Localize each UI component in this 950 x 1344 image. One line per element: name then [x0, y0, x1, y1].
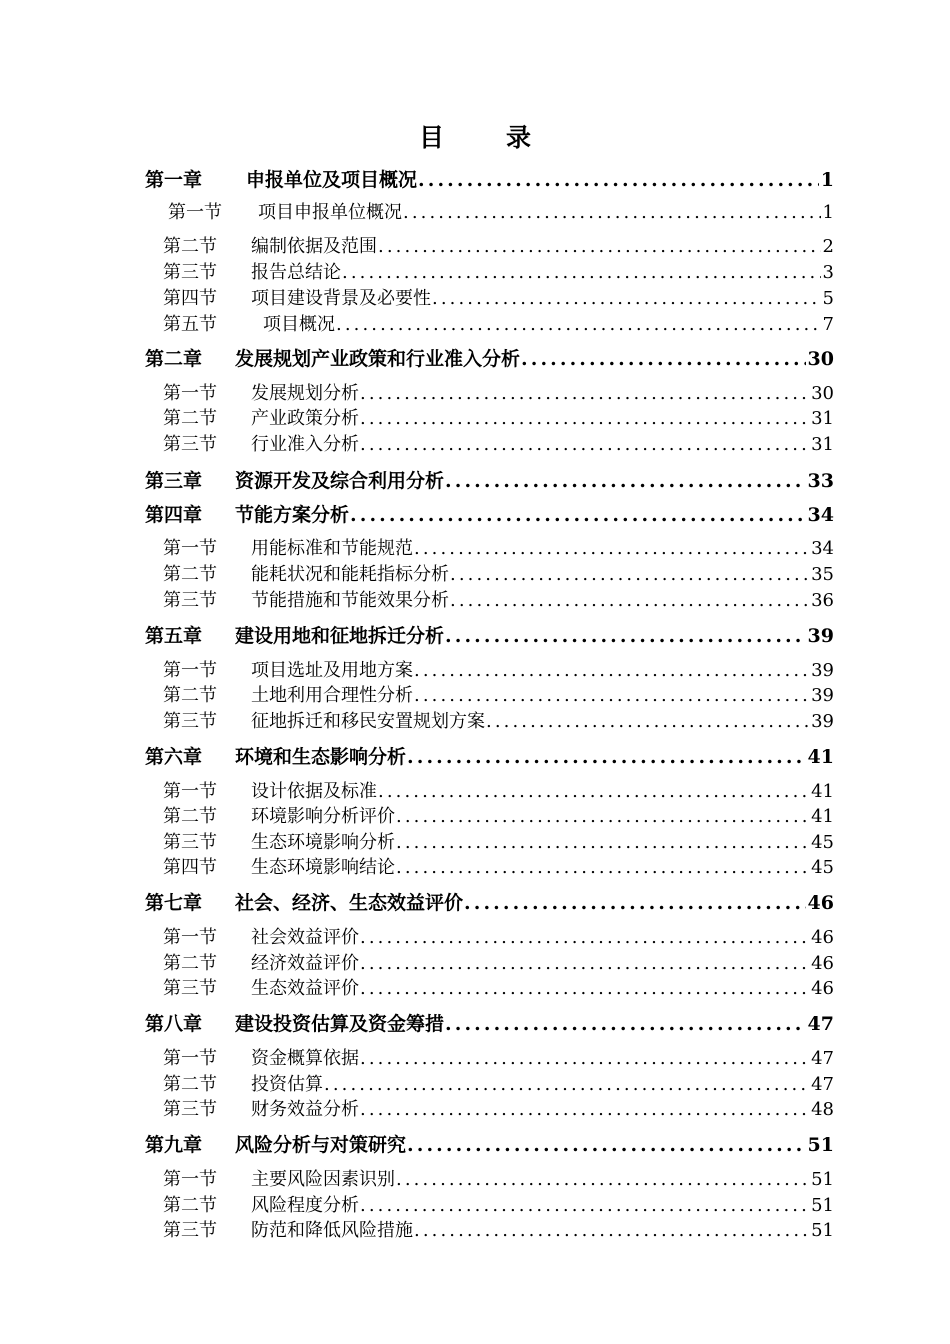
- toc-dot-leader: [360, 1195, 809, 1216]
- toc-page-number: 34: [807, 504, 834, 526]
- toc-page-number: 39: [811, 685, 834, 706]
- toc-entry-title: 环境和生态影响分析: [235, 746, 407, 768]
- toc-entry-number: 第一节: [168, 202, 222, 223]
- toc-page-number: 31: [811, 434, 834, 455]
- toc-dot-leader: [407, 1134, 806, 1156]
- toc-entry-title: 申报单位及项目概况: [246, 169, 418, 191]
- toc-page-number: 45: [811, 857, 834, 878]
- toc-dot-leader: [486, 711, 809, 732]
- toc-entry-number: 第三节: [163, 262, 217, 283]
- toc-dot-leader: [360, 383, 809, 404]
- toc-entry-title: 能耗状况和能耗指标分析: [251, 564, 449, 585]
- toc-entry-number: 第九章: [145, 1134, 203, 1156]
- toc-entry-number: 第一节: [163, 781, 217, 802]
- toc-title-right: 录: [506, 123, 532, 152]
- toc-entry-number: 第二章: [145, 348, 203, 370]
- toc-dot-leader: [378, 236, 821, 257]
- toc-entry-title: 发展规划产业政策和行业准入分析: [235, 348, 521, 370]
- toc-entry-title: 资源开发及综合利用分析: [235, 470, 445, 492]
- toc-entry-title: 用能标准和节能规范: [251, 538, 413, 559]
- toc-entry-number: 第一节: [163, 927, 217, 948]
- toc-section-entry[interactable]: [163, 560, 834, 586]
- toc-page-number: 33: [807, 470, 834, 492]
- toc-page-number: 34: [811, 538, 834, 559]
- toc-page-number: 46: [811, 978, 834, 999]
- toc-page-number: 36: [811, 590, 834, 611]
- toc-dot-leader: [360, 953, 809, 974]
- toc-section-entry[interactable]: [163, 232, 834, 258]
- toc-page-number: 41: [811, 806, 834, 827]
- toc-chapter-entry[interactable]: [145, 621, 834, 648]
- toc-section-entry[interactable]: [163, 974, 834, 1000]
- toc-dot-leader: [414, 660, 809, 681]
- toc-dot-leader: [360, 434, 809, 455]
- toc-entry-number: 第一章: [145, 169, 203, 191]
- toc-page-number: 1: [820, 169, 834, 191]
- toc-title-left: 目: [418, 123, 444, 152]
- toc-entry-number: 第二节: [163, 236, 217, 257]
- toc-chapter-entry[interactable]: [145, 742, 834, 769]
- toc-entry-title: 产业政策分析: [251, 408, 359, 429]
- toc-page-number: 39: [811, 660, 834, 681]
- toc-dot-leader: [445, 1013, 806, 1035]
- toc-page-number: 41: [807, 746, 834, 768]
- toc-entry-title: 节能方案分析: [235, 504, 350, 526]
- toc-page-number: 45: [811, 832, 834, 853]
- toc-entry-number: 第三节: [163, 434, 217, 455]
- toc-page-number: 7: [822, 314, 834, 335]
- toc-dot-leader: [414, 1220, 809, 1241]
- toc-entry-title: 风险分析与对策研究: [235, 1134, 407, 1156]
- toc-dot-leader: [414, 538, 809, 559]
- toc-dot-leader: [360, 408, 809, 429]
- toc-section-entry[interactable]: [163, 802, 834, 828]
- toc-section-entry[interactable]: [163, 258, 834, 284]
- toc-entry-number: 第四节: [163, 857, 217, 878]
- toc-dot-leader: [521, 348, 806, 370]
- toc-section-entry[interactable]: [163, 1165, 834, 1191]
- toc-entry-number: 第三节: [163, 832, 217, 853]
- toc-entry-title: 节能措施和节能效果分析: [251, 590, 449, 611]
- toc-page-number: 31: [811, 408, 834, 429]
- toc-entry-number: 第一节: [163, 383, 217, 404]
- toc-dot-leader: [445, 625, 806, 647]
- toc-dot-leader: [360, 1048, 809, 1069]
- toc-dot-leader: [432, 288, 821, 309]
- toc-chapter-entry[interactable]: [145, 1130, 834, 1157]
- toc-chapter-entry[interactable]: [145, 466, 834, 493]
- toc-page-number: 30: [807, 348, 834, 370]
- toc-entry-number: 第一节: [163, 1048, 217, 1069]
- toc-entry-title: 报告总结论: [251, 262, 341, 283]
- toc-entry-title: 生态效益评价: [251, 978, 359, 999]
- toc-entry-number: 第三节: [163, 590, 217, 611]
- toc-entry-number: 第一节: [163, 538, 217, 559]
- toc-page-number: 30: [811, 383, 834, 404]
- toc-entry-title: 社会效益评价: [251, 927, 359, 948]
- toc-section-entry[interactable]: [163, 1070, 834, 1096]
- toc-entry-number: 第七章: [145, 892, 203, 914]
- toc-page-number: 2: [822, 236, 834, 257]
- toc-dot-leader: [396, 832, 809, 853]
- toc-section-entry[interactable]: [163, 777, 834, 803]
- toc-page-number: 41: [811, 781, 834, 802]
- toc-entry-title: 主要风险因素识别: [251, 1169, 395, 1190]
- toc-section-entry[interactable]: [163, 949, 834, 975]
- toc-section-entry[interactable]: [163, 404, 834, 430]
- toc-entry-title: 项目选址及用地方案: [251, 660, 413, 681]
- toc-entry-title: 风险程度分析: [251, 1195, 359, 1216]
- toc-entry-number: 第四章: [145, 504, 203, 526]
- toc-page-number: 51: [811, 1169, 834, 1190]
- toc-section-entry[interactable]: [163, 379, 834, 405]
- toc-dot-leader: [360, 1099, 809, 1120]
- toc-entry-title: 经济效益评价: [251, 953, 359, 974]
- toc-entry-number: 第五节: [163, 314, 217, 335]
- toc-entry-number: 第一节: [163, 660, 217, 681]
- toc-section-entry[interactable]: [163, 923, 834, 949]
- toc-page-number: 1: [822, 202, 834, 223]
- toc-section-entry[interactable]: [163, 284, 834, 310]
- toc-dot-leader: [407, 746, 806, 768]
- toc-entry-title: 编制依据及范围: [251, 236, 377, 257]
- toc-section-entry[interactable]: [163, 310, 834, 336]
- toc-entry-title: 建设投资估算及资金筹措: [235, 1013, 445, 1035]
- toc-page-number: 51: [811, 1195, 834, 1216]
- toc-dot-leader: [396, 857, 809, 878]
- toc-entry-title: 发展规划分析: [251, 383, 359, 404]
- toc-entry-title: 生态环境影响分析: [251, 832, 395, 853]
- toc-page-number: 48: [811, 1099, 834, 1120]
- toc-section-entry[interactable]: [163, 534, 834, 560]
- toc-entry-number: 第二节: [163, 408, 217, 429]
- toc-chapter-entry[interactable]: [145, 888, 834, 915]
- toc-dot-leader: [324, 1074, 809, 1095]
- toc-section-entry[interactable]: [163, 430, 834, 456]
- toc-entry-title: 行业准入分析: [251, 434, 359, 455]
- toc-chapter-entry[interactable]: [145, 344, 834, 371]
- toc-page-number: 5: [822, 288, 834, 309]
- toc-dot-leader: [450, 564, 809, 585]
- toc-dot-leader: [414, 685, 809, 706]
- toc-entry-number: 第二节: [163, 953, 217, 974]
- toc-dot-leader: [378, 781, 809, 802]
- toc-entry-title: 防范和降低风险措施: [251, 1220, 413, 1241]
- toc-section-entry[interactable]: [163, 586, 834, 612]
- toc-entry-title: 项目申报单位概况: [258, 202, 402, 223]
- toc-dot-leader: [360, 978, 809, 999]
- toc-section-entry[interactable]: [163, 828, 834, 854]
- toc-entry-title: 社会、经济、生态效益评价: [235, 892, 464, 914]
- toc-entry-title: 设计依据及标准: [251, 781, 377, 802]
- toc-dot-leader: [342, 262, 821, 283]
- toc-page-number: 51: [807, 1134, 834, 1156]
- toc-entry-number: 第二节: [163, 564, 217, 585]
- toc-entry-title: 土地利用合理性分析: [251, 685, 413, 706]
- toc-entry-number: 第二节: [163, 1074, 217, 1095]
- toc-entry-number: 第八章: [145, 1013, 203, 1035]
- toc-entry-title: 项目建设背景及必要性: [251, 288, 431, 309]
- toc-dot-leader: [396, 806, 809, 827]
- toc-entry-number: 第二节: [163, 1195, 217, 1216]
- toc-dot-leader: [418, 169, 819, 191]
- toc-entry-number: 第三节: [163, 1220, 217, 1241]
- toc-dot-leader: [360, 927, 809, 948]
- toc-entry-number: 第三节: [163, 978, 217, 999]
- toc-entry-title: 环境影响分析评价: [251, 806, 395, 827]
- toc-page-number: 35: [811, 564, 834, 585]
- toc-dot-leader: [396, 1169, 809, 1190]
- toc-entry-number: 第五章: [145, 625, 203, 647]
- toc-entry-number: 第二节: [163, 806, 217, 827]
- toc-entry-title: 建设用地和征地拆迁分析: [235, 625, 445, 647]
- toc-section-entry[interactable]: [163, 1044, 834, 1070]
- toc-section-entry[interactable]: [163, 707, 834, 733]
- toc-entry-title: 资金概算依据: [251, 1048, 359, 1069]
- toc-entry-number: 第四节: [163, 288, 217, 309]
- toc-entry-number: 第六章: [145, 746, 203, 768]
- toc-page-number: 46: [811, 927, 834, 948]
- toc-page-number: 3: [822, 262, 834, 283]
- toc-section-entry[interactable]: [163, 1095, 834, 1121]
- toc-section-entry[interactable]: [163, 1191, 834, 1217]
- toc-section-entry[interactable]: [163, 681, 834, 707]
- toc-page-number: 39: [807, 625, 834, 647]
- toc-chapter-entry[interactable]: [145, 165, 834, 192]
- toc-page-number: 47: [807, 1013, 834, 1035]
- toc-section-entry[interactable]: [168, 198, 834, 224]
- toc-page-number: 39: [811, 711, 834, 732]
- toc-entry-number: 第一节: [163, 1169, 217, 1190]
- toc-entry-title: 投资估算: [251, 1074, 323, 1095]
- toc-section-entry[interactable]: [163, 853, 834, 879]
- toc-section-entry[interactable]: [163, 656, 834, 682]
- toc-page-number: 47: [811, 1048, 834, 1069]
- toc-entry-title: 征地拆迁和移民安置规划方案: [251, 711, 485, 732]
- toc-page-number: 47: [811, 1074, 834, 1095]
- toc-entry-title: 生态环境影响结论: [251, 857, 395, 878]
- toc-dot-leader: [336, 314, 821, 335]
- toc-page-number: 51: [811, 1220, 834, 1241]
- toc-chapter-entry[interactable]: [145, 500, 834, 527]
- toc-dot-leader: [403, 202, 821, 223]
- toc-entry-number: 第三章: [145, 470, 203, 492]
- toc-page-number: 46: [807, 892, 834, 914]
- toc-entry-title: 财务效益分析: [251, 1099, 359, 1120]
- toc-dot-leader: [350, 504, 806, 526]
- toc-entry-number: 第三节: [163, 1099, 217, 1120]
- toc-dot-leader: [450, 590, 809, 611]
- toc-entry-title: 项目概况: [263, 314, 335, 335]
- toc-dot-leader: [445, 470, 806, 492]
- toc-dot-leader: [464, 892, 806, 914]
- toc-chapter-entry[interactable]: [145, 1009, 834, 1036]
- toc-section-entry[interactable]: [163, 1216, 834, 1242]
- toc-entry-number: 第二节: [163, 685, 217, 706]
- toc-page-number: 46: [811, 953, 834, 974]
- toc-entry-number: 第三节: [163, 711, 217, 732]
